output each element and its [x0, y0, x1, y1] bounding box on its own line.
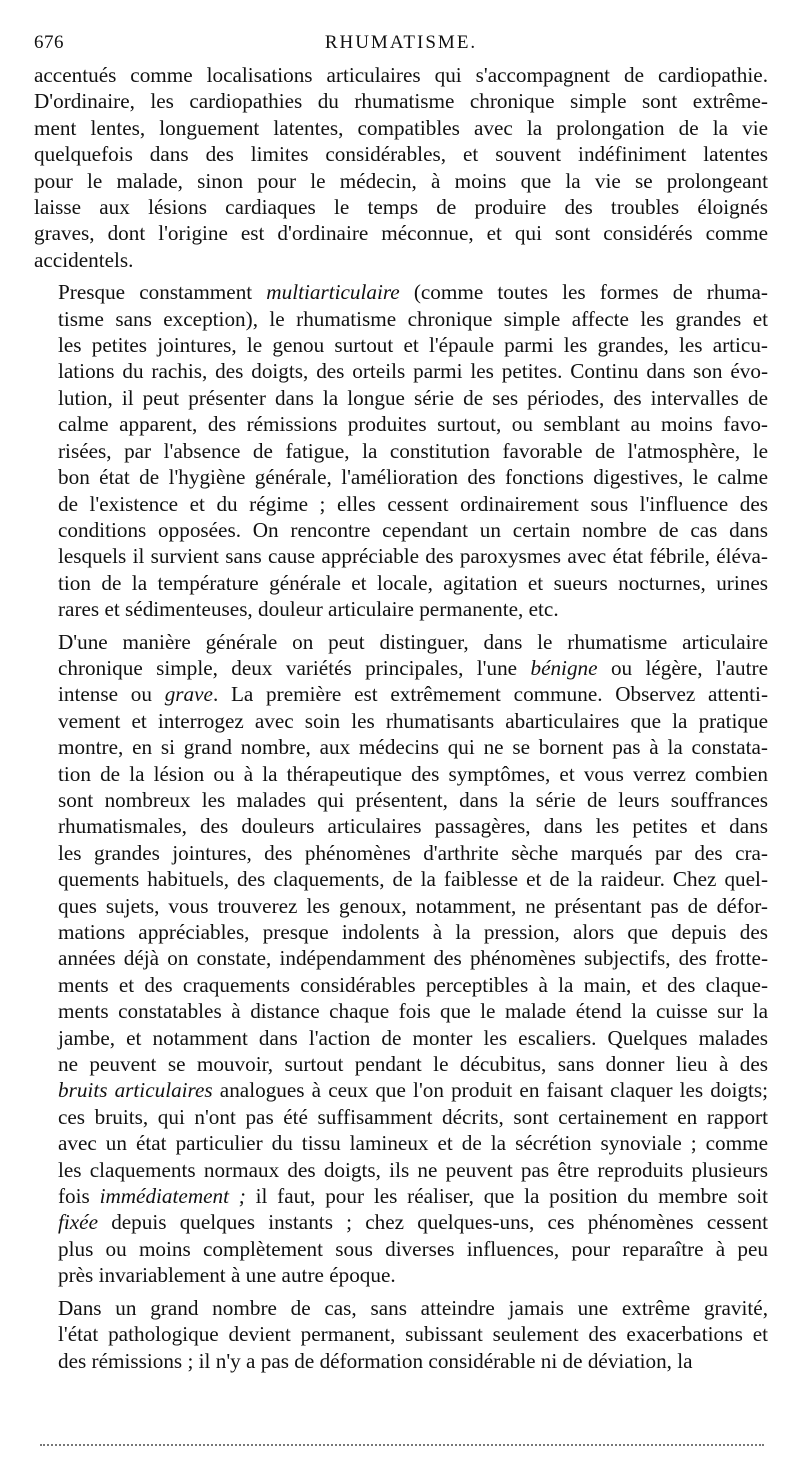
text-line: tion de la température générale et locale, agitation et sueurs nocturnes, urines [58, 570, 768, 595]
text-line: rhumatismales, des douleurs articulaires passagères, dans les petites et dans [58, 814, 768, 839]
text-line: risées, par l'absence de fatigue, la constitution favorable de l'atmosphère, le [58, 438, 768, 463]
text-line: chronique simple, deux variétés principales, l'une bénigne ou légère, l'autre [58, 655, 768, 680]
body-text [34, 62, 768, 1374]
text-line: calme apparent, des rémissions produites surtout, ou semblant au moins favo- [58, 412, 768, 437]
text-line: près invariablement à une autre époque. [58, 1263, 396, 1288]
text-line: quements habituels, des claquements, de la faiblesse et de la raideur. Chez quel- [58, 867, 768, 892]
text-line: ments et des craquements considérables perceptibles à la main, et des claque- [58, 972, 768, 997]
italic-term: multiarticulaire [266, 280, 400, 305]
text-line: avec un état particulier du tissu lamineux et de la sécrétion synoviale ; comme [58, 1131, 768, 1156]
text-line: plus ou moins complètement sous diverses influences, pour reparaître à peu [58, 1236, 768, 1261]
text-line: montre, en si grand nombre, aux médecins qui ne se bornent pas à la constata- [58, 735, 768, 760]
running-head [34, 28, 768, 62]
text-line: ne peuvent se mouvoir, surtout pendant le décubitus, sans donner lieu à des [58, 1052, 768, 1077]
text-line: ques sujets, vous trouverez les genoux, notamment, ne présentant pas de défor- [58, 893, 768, 918]
paragraph [34, 279, 768, 622]
text-line: vement et interrogez avec soin les rhumatisants abarticulaires que la pratique [58, 708, 768, 733]
text-line: D'ordinaire, les cardiopathies du rhumatisme chronique simple sont extrême- [34, 89, 768, 114]
text-line: tion de la lésion ou à la thérapeutique des symptômes, et vous verrez combien [58, 761, 768, 786]
text-line: laisse aux lésions cardiaques le temps de produire des troubles éloignés [34, 195, 768, 220]
paragraph [34, 629, 768, 1289]
text-line: lesquels il survient sans cause appréciable des paroxysmes avec état fébrile, éléva- [58, 544, 768, 569]
text-line: tisme sans exception), le rhumatisme chronique simple affecte les grandes et [58, 306, 768, 331]
text-line: graves, dont l'origine est d'ordinaire méconnue, et qui sont considérés comme [34, 221, 768, 246]
text-line: bon état de l'hygiène générale, l'amélioration des fonctions digestives, le calme [58, 465, 768, 490]
text-line: de l'existence et du régime ; elles cessent ordinairement sous l'influence des [58, 491, 768, 516]
text-line: l'état pathologique devient permanent, subissant seulement des exacerbations et [58, 1322, 768, 1347]
text-line: fixée depuis quelques instants ; chez quelques-uns, ces phénomènes cessent [58, 1210, 768, 1235]
text-line: bruits articulaires analogues à ceux que l'on produit en faisant claquer les doigts; [58, 1078, 768, 1103]
text-line: accentués comme localisations articulaires qui s'accompagnent de cardiopathie. [34, 63, 768, 87]
italic-term: grave [164, 682, 213, 707]
text-line: ment lentes, longuement latentes, compatibles avec la prolongation de la vie [34, 115, 768, 140]
paragraph [34, 1295, 768, 1374]
text-line: ments constatables à distance chaque fois que le malade étend la cuisse sur la [58, 999, 768, 1024]
italic-term: fixée [58, 1210, 98, 1235]
paragraph [34, 62, 768, 273]
text-line: ces bruits, qui n'ont pas été suffisamment décrits, sont certainement en rapport [58, 1104, 768, 1129]
text-line: les claquements normaux des doigts, ils ne peuvent pas être reproduits plusieurs [58, 1157, 768, 1182]
text-line: des rémissions ; il n'y a pas de déformation considérable ni de déviation, la [58, 1348, 693, 1373]
book-page [34, 28, 768, 1374]
text-line: années déjà on constate, indépendamment des phénomènes subjectifs, des frotte- [58, 946, 768, 971]
italic-term: immédiatement ; [99, 1184, 246, 1209]
page-number: 676 [34, 32, 64, 53]
text-line: jambe, et notamment dans l'action de monter les escaliers. Quelques malades [58, 1025, 768, 1050]
text-line: mations appréciables, presque indolents à la pression, alors que depuis des [58, 920, 768, 944]
text-line: lution, il peut présenter dans la longue série de ses périodes, des intervalles de [58, 385, 768, 410]
italic-term: bénigne [530, 655, 598, 680]
text-line: rares et sédimenteuses, douleur articulaire permanente, etc. [58, 597, 559, 622]
text-line: sont nombreux les malades qui présentent, dans la série de leurs souffrances [58, 787, 768, 812]
italic-term: bruits articulaires [58, 1078, 213, 1103]
text-line: Dans un grand nombre de cas, sans atteindre jamais une extrême gravité, [58, 1295, 768, 1320]
text-line: accidentels. [34, 247, 134, 272]
text-line: D'une manière générale on peut distinguer, dans le rhumatisme articulaire [58, 629, 768, 654]
text-line: quelquefois dans des limites considérables, et souvent indéfiniment latentes [34, 142, 768, 167]
text-line: les petites jointures, le genou surtout et l'épaule parmi les grandes, les articu- [58, 333, 768, 358]
text-line: intense ou grave. La première est extrêmement commune. Observez attenti- [58, 682, 768, 707]
text-line: fois immédiatement ; il faut, pour les réaliser, que la position du membre soit [58, 1184, 768, 1209]
bottom-dotted-rule [40, 1444, 764, 1446]
text-line: pour le malade, sinon pour le médecin, à moins que la vie se prolongeant [34, 168, 768, 193]
text-line: les grandes jointures, des phénomènes d'arthrite sèche marqués par des cra- [58, 840, 768, 865]
running-title: RHUMATISME. [324, 32, 478, 53]
text-line: lations du rachis, des doigts, des orteils parmi les petites. Continu dans son évo- [58, 359, 768, 384]
text-line: conditions opposées. On rencontre cependant un certain nombre de cas dans [58, 517, 768, 542]
text-line: Presque constamment multiarticulaire (comme toutes les formes de rhuma- [58, 280, 768, 305]
